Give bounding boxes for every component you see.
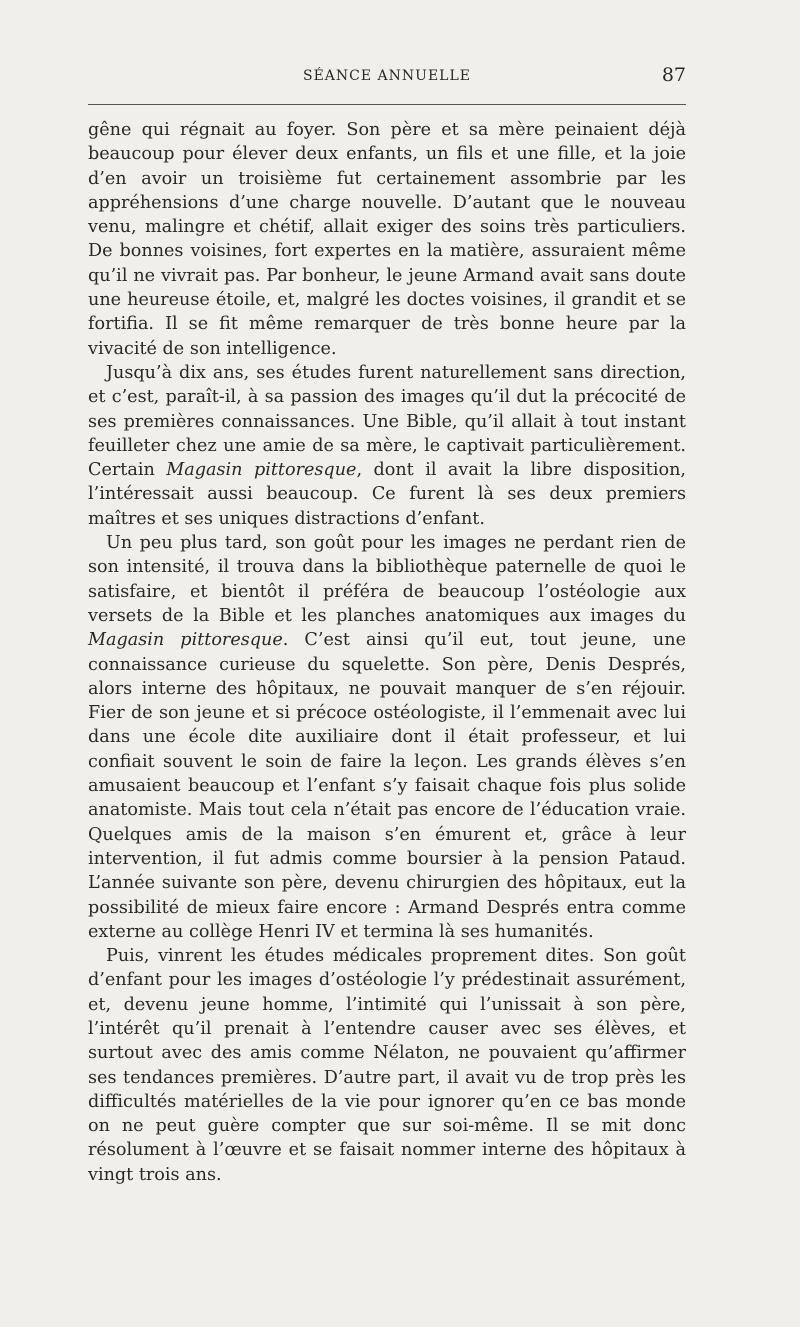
paragraph-text: Jusqu’à dix ans, ses études furent naturellement sans direction, et c’est, paraît-il, à sa passion des images qu’il dut la précocité de ses premières connaissances. Une Bible, qu’il allait à tout instant feuilleter chez une amie de sa mère, le captivait particulièrement. Certain bbox=[88, 362, 686, 481]
page-header bbox=[88, 60, 686, 96]
paragraph-text: Puis, vinrent les études médicales proprement dites. Son goût d’enfant pour les images d’ostéologie l’y prédestinait assurément, et, devenu jeune homme, l’intimité qui l’unissait à son père, l’intérêt qu’il prenait à l’entendre causer avec ses élèves, et surtout avec des amis comme Nélaton, ne pouvaient qu’affirmer ses tendances premières. D’autre part, il avait vu de trop près les difficultés matérielles de la vie pour ignorer qu’en ce bas monde on ne peut guère compter que sur soi-même. Il se mit donc résolument à l’œuvre et se faisait nommer interne des hôpitaux à vingt trois ans. bbox=[88, 946, 686, 1185]
paragraph-3 bbox=[88, 531, 686, 944]
paragraph-1 bbox=[88, 118, 686, 361]
book-title: Magasin pittoresque bbox=[166, 460, 357, 481]
body-text bbox=[88, 118, 686, 1187]
paragraph-text: gêne qui régnait au foyer. Son père et sa mère peinaient déjà beaucoup pour élever deux enfants, un fils et une fille, et la joie d’en avoir un troisième fut certainement assombrie par les appréhensions d’une charge nouvelle. D’autant que le nouveau venu, malingre et chétif, allait exiger des soins très particuliers. De bonnes voisines, fort expertes en la matière, assuraient même qu’il ne vivrait pas. Par bonheur, le jeune Armand avait sans doute une heureuse étoile, et, malgré les doctes voisines, il grandit et se fortifia. Il se fit même remarquer de très bonne heure par la vivacité de son intelligence. bbox=[88, 120, 686, 359]
paragraph-text: Un peu plus tard, son goût pour les images ne perdant rien de son intensité, il trouva dans la bibliothèque paternelle de quoi le satisfaire, et bientôt il préféra de beaucoup l’ostéologie aux versets de la Bible et les planches anatomiques aux images du bbox=[88, 533, 686, 626]
paragraph-text: . C’est ainsi qu’il eut, tout jeune, une connaissance curieuse du squelette. Son père, Denis Després, alors interne des hôpitaux, ne pouvait manquer de s’en réjouir. Fier de son jeune et si précoce ostéologiste, il l’emmenait avec lui dans une école dite auxiliaire dont il était professeur, et lui confiait souvent le soin de faire la leçon. Les grands élèves s’en amusaient beaucoup et l’enfant s’y faisait chaque fois plus solide anatomiste. Mais tout cela n’était pas encore de l’éducation vraie. Quelques amis de la maison s’en émurent et, grâce à leur intervention, il fut admis comme boursier à la pension Pataud. L’année suivante son père, devenu chirurgien des hôpitaux, eut la possibilité de mieux faire encore : Armand Després entra comme externe au collège Henri IV et termina là ses humanités. bbox=[88, 630, 686, 942]
running-head: SÉANCE ANNUELLE bbox=[303, 68, 471, 84]
paragraph-4 bbox=[88, 944, 686, 1187]
page-number: 87 bbox=[661, 64, 686, 86]
header-rule bbox=[88, 104, 686, 105]
paragraph-2 bbox=[88, 361, 686, 531]
paragraph-text: , dont il avait la libre disposition, l’intéressait aussi beaucoup. Ce furent là ses deux premiers maîtres et ses uniques distractions d’enfant. bbox=[88, 460, 686, 529]
book-title: Magasin pittoresque bbox=[88, 630, 283, 651]
